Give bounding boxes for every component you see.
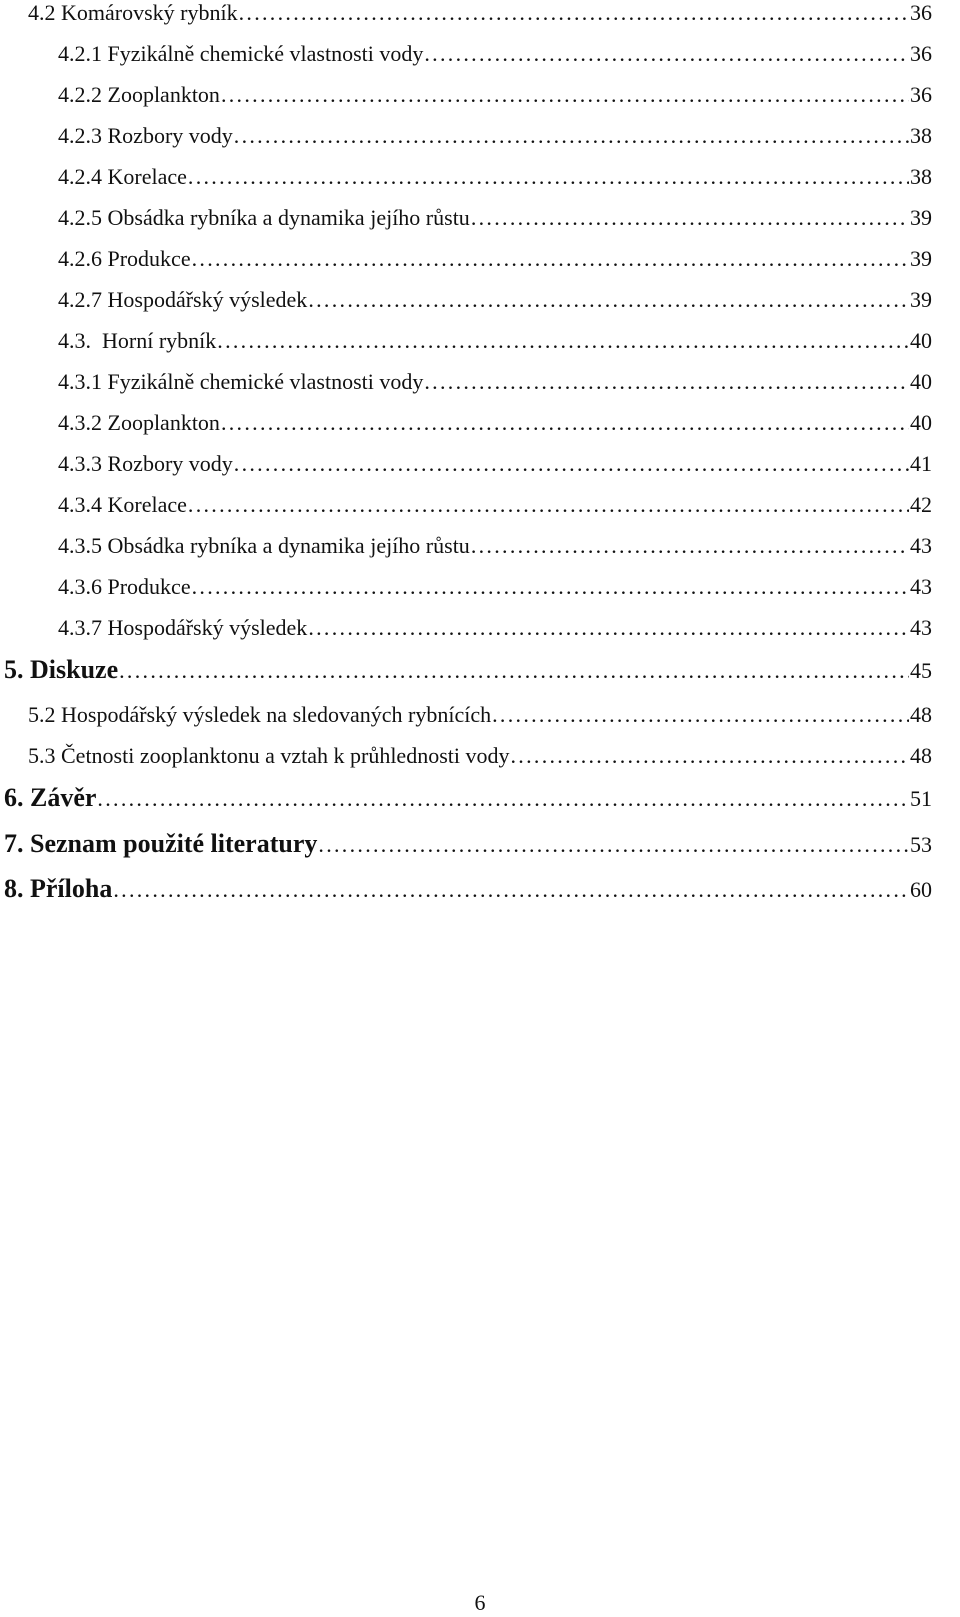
toc-entry-page: 36 [910, 0, 932, 25]
toc-chapter-entry[interactable] [4, 874, 932, 904]
toc-dot-leader [188, 492, 909, 518]
toc-dot-leader [113, 877, 909, 903]
toc-chapter-entry[interactable] [4, 783, 932, 813]
page-number: 6 [474, 1590, 486, 1615]
toc-entry-page: 48 [910, 702, 932, 727]
toc-entry-title: 4.3.3 Rozbory vody [58, 451, 233, 476]
toc-entry[interactable] [58, 328, 932, 354]
toc-entry-page: 39 [910, 246, 932, 271]
toc-dot-leader [471, 205, 909, 231]
toc-entry[interactable] [58, 369, 932, 395]
toc-entry[interactable] [58, 492, 932, 518]
toc-dot-leader [492, 702, 909, 728]
toc-dot-leader [217, 328, 909, 354]
toc-entry-page: 41 [910, 451, 932, 476]
toc-dot-leader [308, 615, 909, 641]
toc-entry-title: 6. Závěr [4, 783, 97, 812]
toc-dot-leader [97, 786, 909, 812]
toc-dot-leader [192, 574, 909, 600]
toc-entry[interactable] [58, 82, 932, 108]
toc-entry[interactable] [58, 205, 932, 231]
toc-dot-leader [318, 832, 909, 858]
toc-dot-leader [234, 123, 909, 149]
toc-entry[interactable] [58, 123, 932, 149]
toc-chapter-entry[interactable] [4, 829, 932, 859]
toc-entry[interactable] [58, 246, 932, 272]
toc-dot-leader [239, 0, 909, 26]
toc-chapter-entry[interactable] [4, 655, 932, 685]
toc-entry-page: 60 [910, 877, 932, 902]
toc-dot-leader [188, 164, 909, 190]
toc-entry[interactable] [58, 533, 932, 559]
toc-entry-page: 36 [910, 41, 932, 66]
toc-dot-leader [424, 41, 909, 67]
toc-entry-page: 38 [910, 164, 932, 189]
toc-entry[interactable] [58, 574, 932, 600]
toc-entry[interactable] [58, 615, 932, 641]
toc-entry-page: 43 [910, 574, 932, 599]
toc-entry-page: 42 [910, 492, 932, 517]
toc-entry[interactable] [58, 410, 932, 436]
toc-dot-leader [192, 246, 909, 272]
toc-entry-title: 5. Diskuze [4, 655, 119, 684]
toc-entry-page: 40 [910, 410, 932, 435]
toc-entry-title: 4.3.5 Obsádka rybníka a dynamika jejího růstu [58, 533, 470, 558]
toc-entry-title: 4.3. Horní rybník [58, 328, 217, 353]
toc-entry-page: 43 [910, 533, 932, 558]
toc-entry[interactable] [58, 287, 932, 313]
toc-dot-leader [511, 743, 910, 769]
toc-entry-title: 5.3 Četnosti zooplanktonu a vztah k průhlednosti vody [28, 743, 510, 768]
toc-entry-page: 51 [910, 786, 932, 811]
toc-entry-title: 4.2.2 Zooplankton [58, 82, 220, 107]
toc-entry-page: 36 [910, 82, 932, 107]
toc-entry-title: 4.2.4 Korelace [58, 164, 187, 189]
toc-entry[interactable] [28, 702, 932, 728]
toc-entry-title: 4.2.1 Fyzikálně chemické vlastnosti vody [58, 41, 424, 66]
toc-entry-title: 4.2.3 Rozbory vody [58, 123, 233, 148]
toc-dot-leader [424, 369, 909, 395]
toc-entry-title: 4.3.7 Hospodářský výsledek [58, 615, 308, 640]
toc-entry-title: 4.2 Komárovský rybník [28, 0, 238, 25]
toc-entry-title: 4.3.2 Zooplankton [58, 410, 220, 435]
toc-entry[interactable] [58, 41, 932, 67]
toc-entry-page: 45 [910, 658, 932, 683]
toc-entry-page: 48 [910, 743, 932, 768]
toc-entry-title: 4.2.7 Hospodářský výsledek [58, 287, 308, 312]
toc-entry[interactable] [28, 743, 932, 769]
toc-entry-page: 43 [910, 615, 932, 640]
toc-entry[interactable] [58, 451, 932, 477]
toc-dot-leader [308, 287, 909, 313]
toc-entry-page: 38 [910, 123, 932, 148]
toc-dot-leader [221, 82, 909, 108]
toc-entry-title: 7. Seznam použité literatury [4, 829, 318, 858]
toc-entry-title: 4.2.5 Obsádka rybníka a dynamika jejího růstu [58, 205, 470, 230]
toc-dot-leader [119, 658, 909, 684]
toc-entry[interactable] [28, 0, 932, 26]
toc-entry-page: 39 [910, 287, 932, 312]
toc-entry-title: 4.3.4 Korelace [58, 492, 187, 517]
toc-entry-page: 40 [910, 328, 932, 353]
toc-dot-leader [234, 451, 909, 477]
toc-entry-title: 4.3.6 Produkce [58, 574, 191, 599]
toc-entry-page: 40 [910, 369, 932, 394]
toc-entry-title: 4.2.6 Produkce [58, 246, 191, 271]
toc-entry-title: 5.2 Hospodářský výsledek na sledovaných rybnících [28, 702, 492, 727]
toc-dot-leader [471, 533, 909, 559]
toc-entry-title: 4.3.1 Fyzikálně chemické vlastnosti vody [58, 369, 424, 394]
toc-dot-leader [221, 410, 909, 436]
toc-entry-page: 39 [910, 205, 932, 230]
toc-entry-title: 8. Příloha [4, 874, 113, 903]
toc-entry[interactable] [58, 164, 932, 190]
toc-entry-page: 53 [910, 832, 932, 857]
